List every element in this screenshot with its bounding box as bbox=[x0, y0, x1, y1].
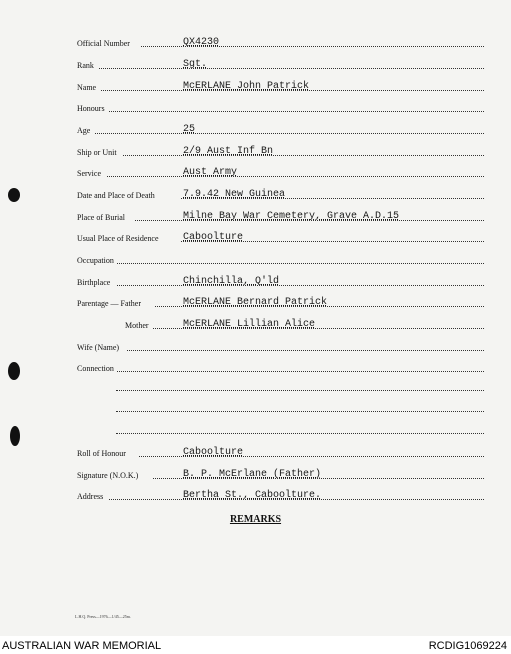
binder-hole bbox=[8, 362, 20, 380]
field-value: Caboolture bbox=[183, 447, 244, 458]
field-row bbox=[77, 251, 484, 267]
connection-continuation-line bbox=[116, 433, 484, 434]
field-value: 25 bbox=[183, 124, 196, 135]
field-row bbox=[77, 294, 484, 310]
field-label: Age bbox=[77, 126, 91, 135]
connection-continuation-line bbox=[116, 411, 484, 412]
field-row bbox=[77, 229, 484, 245]
field-value: Caboolture bbox=[183, 232, 244, 243]
binder-hole bbox=[8, 188, 20, 202]
field-label: Date and Place of Death bbox=[77, 191, 155, 200]
field-label: Rank bbox=[77, 61, 94, 70]
field-value: QX4230 bbox=[183, 37, 220, 48]
field-value: McERLANE Lillian Alice bbox=[183, 319, 316, 330]
field-label: Occupation bbox=[77, 256, 114, 265]
field-row bbox=[77, 359, 484, 375]
field-row bbox=[77, 208, 484, 224]
field-value: B. P. McErlane (Father) bbox=[183, 469, 322, 480]
field-row bbox=[77, 78, 484, 94]
field-row bbox=[77, 186, 484, 202]
field-label: Mother bbox=[125, 321, 149, 330]
field-value: McERLANE John Patrick bbox=[183, 81, 310, 92]
archive-name: AUSTRALIAN WAR MEMORIAL bbox=[2, 640, 162, 652]
field-label: Service bbox=[77, 169, 101, 178]
field-value: 7.9.42 New Guinea bbox=[183, 189, 286, 200]
field-row bbox=[77, 338, 484, 354]
field-row bbox=[77, 444, 484, 460]
field-label: Ship or Unit bbox=[77, 148, 117, 157]
field-label: Address bbox=[77, 492, 104, 501]
remarks-heading: REMARKS bbox=[229, 514, 282, 525]
field-value: Aust Army bbox=[183, 167, 238, 178]
field-label: Wife (Name) bbox=[77, 343, 120, 352]
field-row bbox=[77, 273, 484, 289]
field-row bbox=[77, 99, 484, 115]
field-value: Sgt. bbox=[183, 59, 208, 70]
field-value: Bertha St., Caboolture. bbox=[183, 490, 322, 501]
field-label: Honours bbox=[77, 104, 105, 113]
field-value: Milne Bay War Cemetery, Grave A.D.15 bbox=[183, 211, 400, 222]
field-row bbox=[77, 34, 484, 50]
field-row bbox=[77, 143, 484, 159]
field-value: McERLANE Bernard Patrick bbox=[183, 297, 328, 308]
field-value: 2/9 Aust Inf Bn bbox=[183, 146, 274, 157]
field-row bbox=[77, 121, 484, 137]
field-row bbox=[77, 316, 484, 332]
field-row bbox=[77, 164, 484, 180]
field-label: Official Number bbox=[77, 39, 130, 48]
binder-hole bbox=[10, 426, 20, 446]
field-label: Connection bbox=[77, 364, 114, 373]
field-value: Chinchilla, Q'ld bbox=[183, 276, 280, 287]
field-label: Name bbox=[77, 83, 97, 92]
archive-footer bbox=[0, 636, 511, 654]
record-id: RCDIG1069224 bbox=[428, 640, 507, 652]
connection-continuation-line bbox=[116, 390, 484, 391]
field-row bbox=[77, 56, 484, 72]
field-label: Birthplace bbox=[77, 278, 111, 287]
field-label: Roll of Honour bbox=[77, 449, 126, 458]
field-label: Place of Burial bbox=[77, 213, 125, 222]
field-label: Parentage — Father bbox=[77, 299, 141, 308]
printer-imprint: L.H.Q. Press—1976—1/45—25m. bbox=[75, 614, 131, 619]
field-label: Usual Place of Residence bbox=[77, 234, 159, 243]
field-row bbox=[77, 466, 484, 482]
field-label: Signature (N.O.K.) bbox=[77, 471, 139, 480]
field-row bbox=[77, 487, 484, 503]
